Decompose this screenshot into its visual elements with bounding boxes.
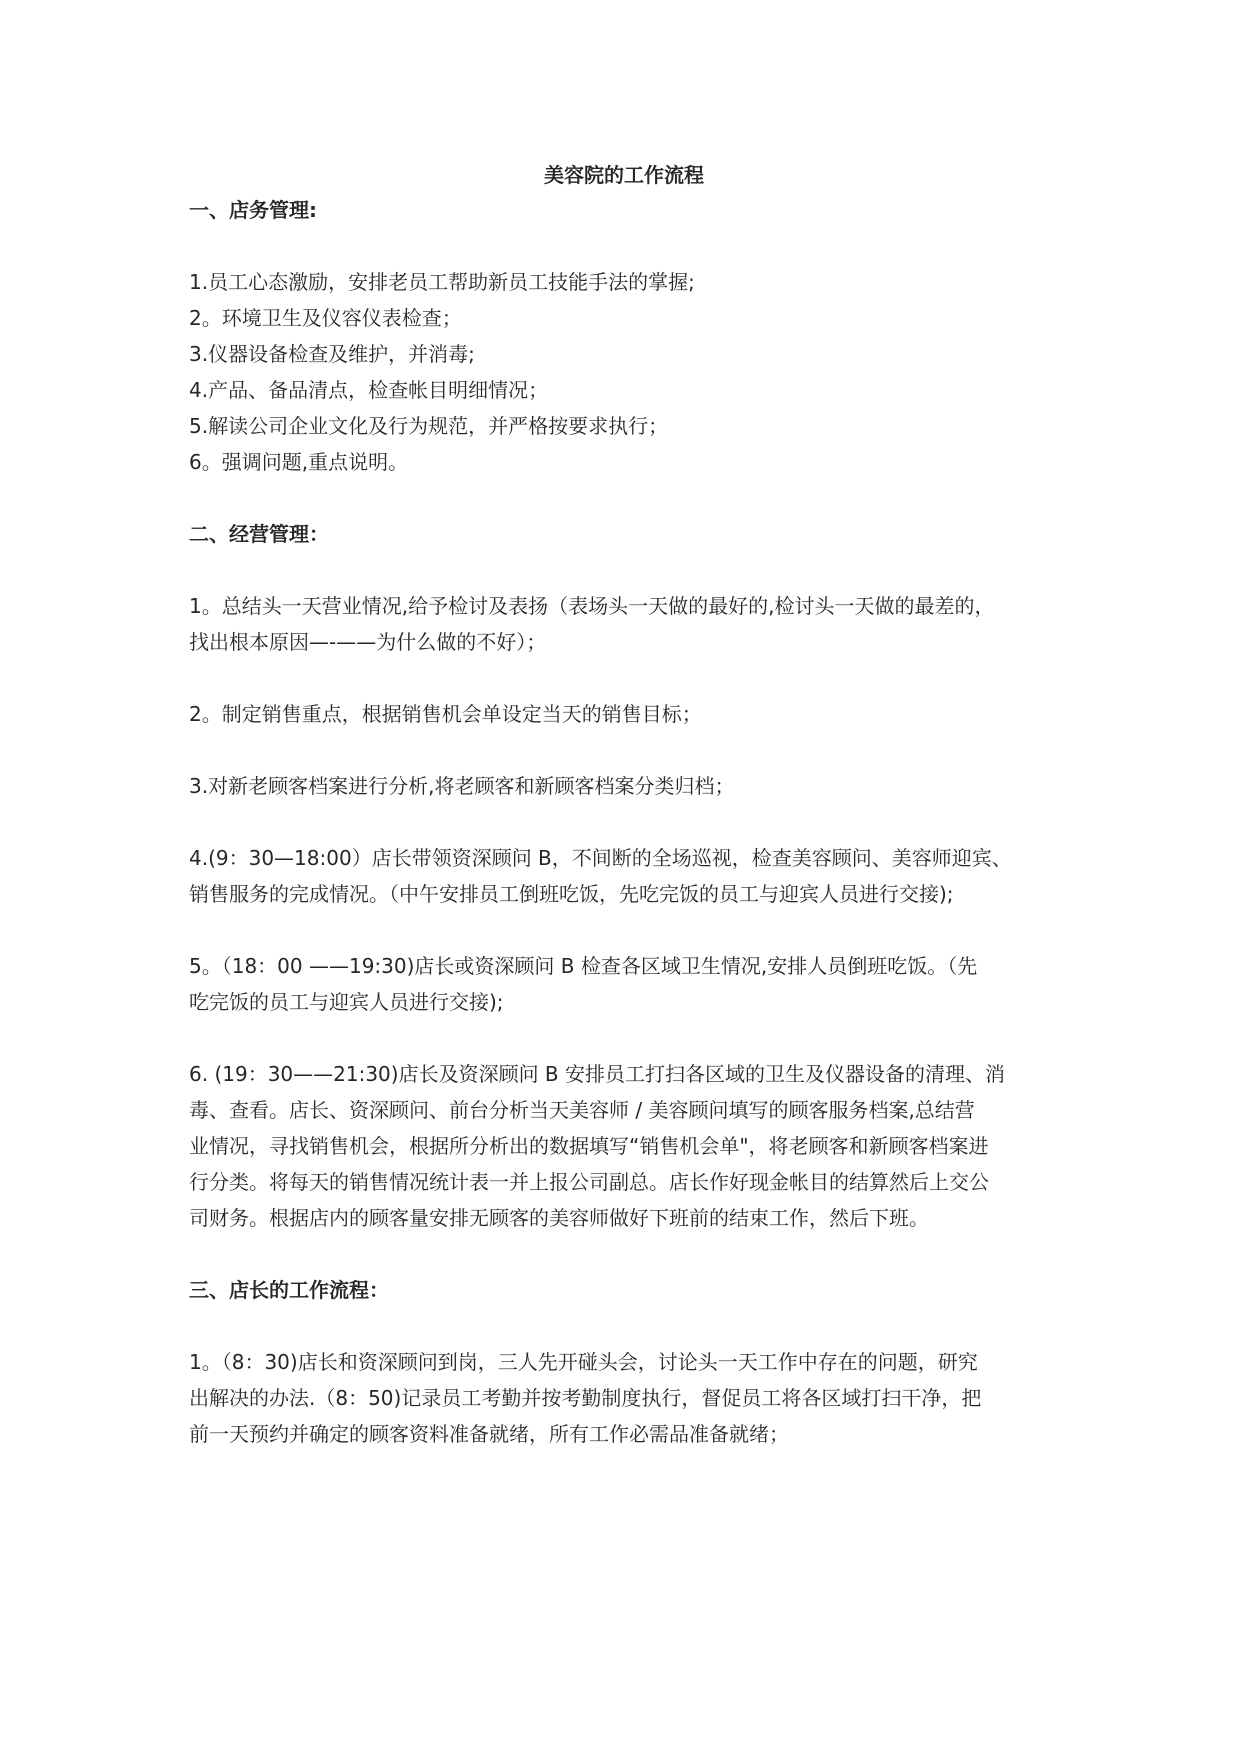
list-item: 6。强调问题,重点说明。: [189, 450, 409, 474]
paragraph-line: 出解决的办法.（8：50)记录员工考勤并按考勤制度执行，督促员工将各区域打扫干净，把: [189, 1386, 982, 1410]
paragraph: [189, 588, 1059, 660]
spacer: [189, 1308, 1059, 1344]
list-item: 2。环境卫生及仪容仪表检查；: [189, 306, 462, 330]
spacer: [189, 732, 1059, 768]
paragraph-line: 4.(9：30—18:00）店长带领资深顾问 B，不间断的全场巡视，检查美容顾问、美容师迎宾、: [189, 846, 1012, 870]
spacer: [189, 660, 1059, 696]
paragraph-line: 3.对新老顾客档案进行分析,将老顾客和新顾客档案分类归档；: [189, 774, 735, 798]
spacer: [189, 912, 1059, 948]
section-heading-store-management: 一、店务管理:: [189, 198, 317, 222]
list-item: 5.解读公司企业文化及行为规范，并严格按要求执行；: [189, 414, 669, 438]
spacer: [189, 1020, 1059, 1056]
spacer: [189, 480, 1059, 516]
document-page: [189, 158, 1059, 1452]
paragraph-line: 前一天预约并确定的顾客资料准备就绪，所有工作必需品准备就绪；: [189, 1422, 789, 1446]
list-item: 1.员工心态激励，安排老员工帮助新员工技能手法的掌握;: [189, 270, 695, 294]
section-heading-business-management: 二、经营管理：: [189, 522, 329, 546]
paragraph: [189, 1056, 1059, 1236]
paragraph-line: 找出根本原因—-——为什么做的不好）；: [189, 630, 547, 654]
paragraph-line: 6. (19：30——21:30)店长及资深顾问 B 安排员工打扫各区域的卫生及仪器设备的清理、消: [189, 1062, 1006, 1086]
paragraph-line: 5。（18：00 ——19:30)店长或资深顾问 B 检查各区域卫生情况,安排人员倒班吃饭。（先: [189, 954, 978, 978]
spacer: [189, 552, 1059, 588]
paragraph-line: 吃完饭的员工与迎宾人员进行交接);: [189, 990, 504, 1014]
paragraph-line: 2。制定销售重点，根据销售机会单设定当天的销售目标；: [189, 702, 702, 726]
document-title: 美容院的工作流程: [544, 163, 704, 187]
spacer: [189, 1236, 1059, 1272]
paragraph-line: 毒、查看。店长、资深顾问、前台分析当天美容师 / 美容顾问填写的顾客服务档案,总结营: [189, 1098, 975, 1122]
section-heading-manager-workflow: 三、店长的工作流程：: [189, 1278, 389, 1302]
paragraph: [189, 840, 1059, 912]
spacer: [189, 804, 1059, 840]
paragraph-line: 1。总结头一天营业情况,给予检讨及表扬（表场头一天做的最好的,检讨头一天做的最差的，: [189, 594, 995, 618]
spacer: [189, 228, 1059, 264]
paragraph-line: 1。（8：30)店长和资深顾问到岗，三人先开碰头会，讨论头一天工作中存在的问题，研究: [189, 1350, 978, 1374]
paragraph-line: 业情况，寻找销售机会，根据所分析出的数据填写“销售机会单"，将老顾客和新顾客档案进: [189, 1134, 989, 1158]
paragraph-line: 司财务。根据店内的顾客量安排无顾客的美容师做好下班前的结束工作，然后下班。: [189, 1206, 929, 1230]
paragraph-line: 销售服务的完成情况。（中午安排员工倒班吃饭，先吃完饭的员工与迎宾人员进行交接);: [189, 882, 954, 906]
list-item: 4.产品、备品清点，检查帐目明细情况；: [189, 378, 549, 402]
paragraph: [189, 1344, 1059, 1452]
paragraph: [189, 696, 1059, 732]
paragraph: [189, 768, 1059, 804]
paragraph: [189, 948, 1059, 1020]
list-item: 3.仪器设备检查及维护，并消毒;: [189, 342, 475, 366]
paragraph-line: 行分类。将每天的销售情况统计表一并上报公司副总。店长作好现金帐目的结算然后上交公: [189, 1170, 989, 1194]
